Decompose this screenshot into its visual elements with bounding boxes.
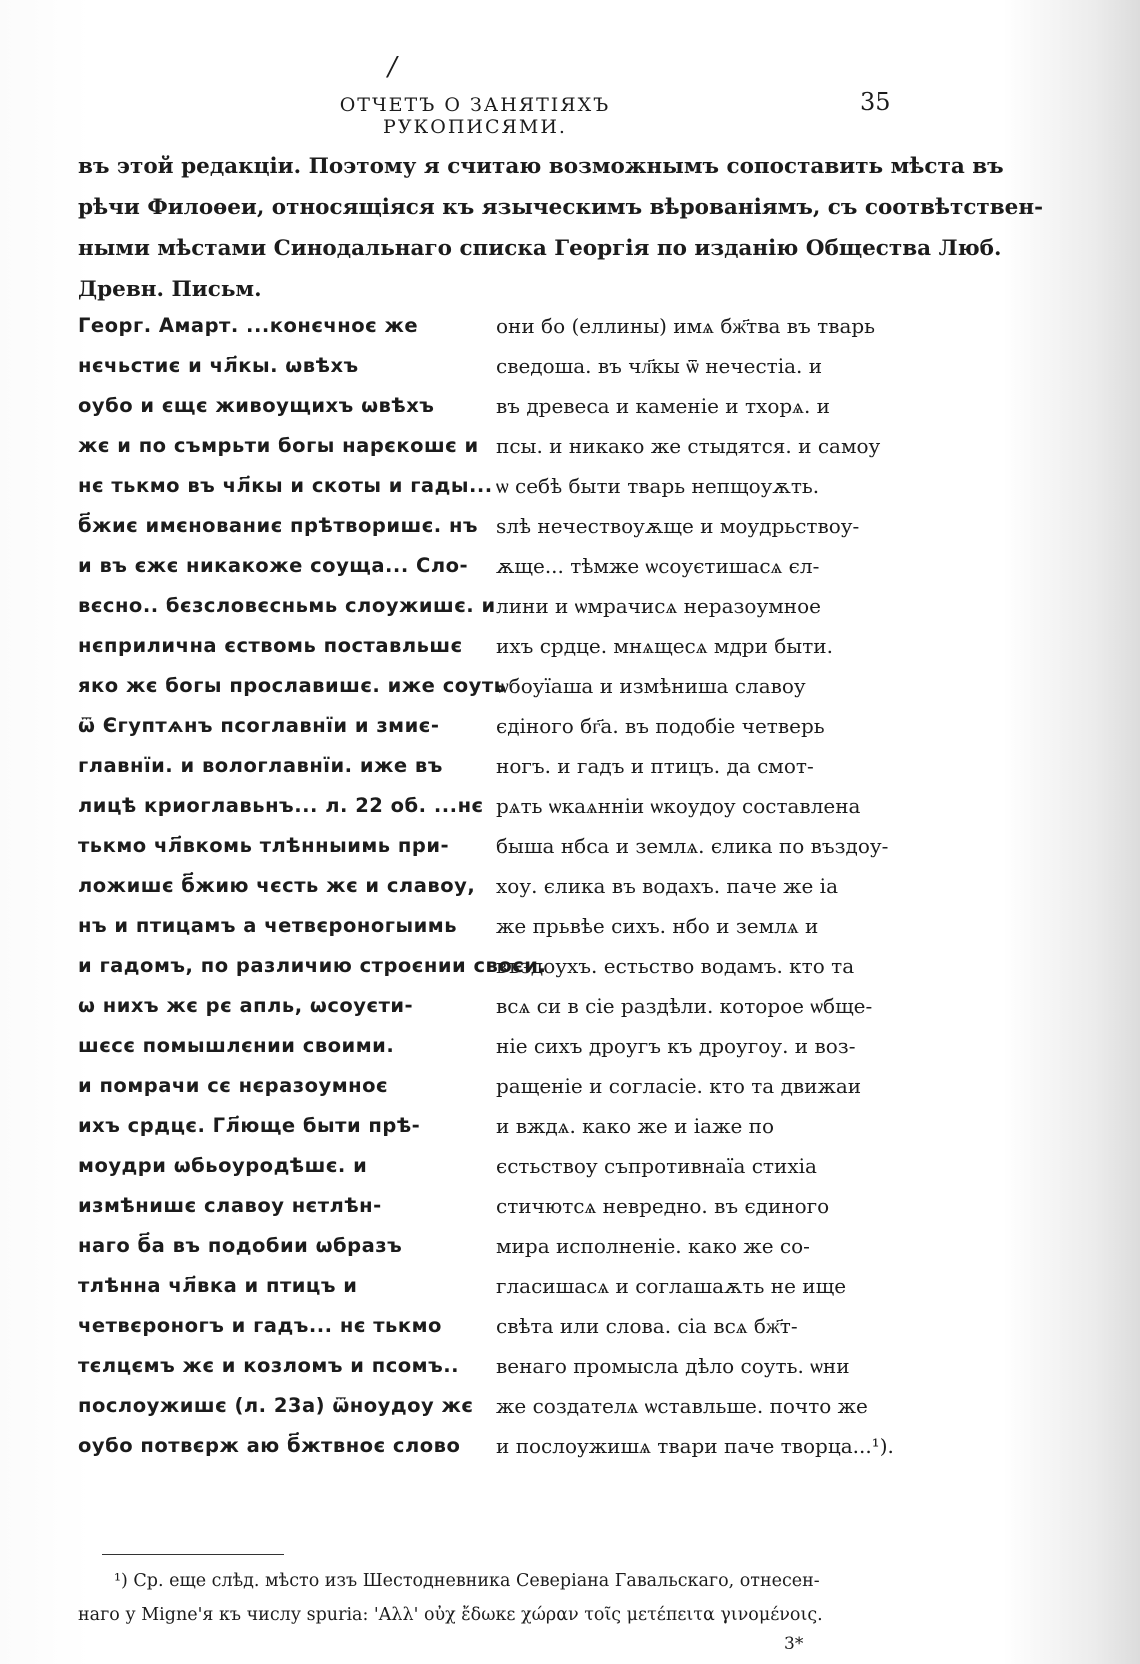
right-column-line: гласишасѧ и соглашаѫть не ище [496,1274,847,1298]
footnote-line: наго у Migne'я къ числу spuria: 'Αλλ' οὐχ ἔδωκε χώραν τοῖς μετέπειτα γινομένοις. [78,1605,823,1625]
left-column-line: ѡ нихъ жє рє апль, ѡсоуєти- [78,994,414,1017]
right-column-line: сведоша. въ чл҃кы ѿ нечестіа. и [496,354,823,378]
left-column-line: яко жє богы прославишє. иже соуть [78,674,507,697]
pen-mark: / [388,52,397,82]
left-column-line: вєсно.. бєзсловєсньмь слоужишє. и [78,594,496,617]
footnote [78,1564,888,1632]
left-column-line: оубо потвєрж аю б҃жтвноє слово [78,1434,461,1457]
left-column-line: жє и по съмрьти богы нарєкошє и [78,434,479,457]
right-column-line: быша нбса и землѧ. єлика по въздоу- [496,834,889,858]
right-column-line: ніе сихъ дроугъ къ дроугоу. и воз- [496,1034,856,1058]
intro-line: ными мѣстами Синодальнаго списка Георгія по изданію Общества Люб. [78,236,1002,261]
intro-line: рѣчи Филоѳеи, относящіяся къ языческимъ вѣрованіямъ, съ соотвѣтствен- [78,195,1044,220]
left-column-line: ложишє б҃жию чєсть жє и славоу, [78,874,476,897]
right-column-line: єстьствоу съпротивнаїа стихіа [496,1154,817,1178]
right-column-philotheos [496,306,894,1466]
right-column-line: рѧть ѡкаѧнніи ѡкоудоу составлена [496,794,861,818]
intro-line: въ этой редакціи. Поэтому я считаю возможнымъ сопоставить мѣста въ [78,154,1004,179]
left-column-line: измѣнишє славоу нєтлѣн- [78,1194,382,1217]
right-column-line: ѡ себѣ быти тварь непщоуѫть. [496,474,820,498]
left-column-line: моудри ѡбьоуродѣшє. и [78,1154,368,1177]
right-column-line: и послоужишѧ твари паче творца...¹). [496,1434,894,1458]
left-column-georgios [78,306,547,1466]
left-column-line: нъ и птицамъ а четвєроногыимь [78,914,458,937]
right-column-line: свѣта или слова. сіа всѧ бж҃т- [496,1314,798,1338]
left-column-line: и гадомъ, по различию строєнии своєи. [78,954,547,977]
right-column-line: ѡбоуїаша и измѣниша славоу [496,674,806,698]
footnote-rule [102,1554,284,1555]
footnote-line: ¹) Ср. еще слѣд. мѣсто изъ Шестодневника Северіана Гавальскаго, отнесен- [114,1571,820,1591]
left-column-line: оубо и єщє живоущихъ ѡвѣхъ [78,394,435,417]
left-column-line: тєлцємъ жє и козломъ и псомъ.. [78,1354,460,1377]
right-column-line: ногъ. и гадъ и птицъ. да смот- [496,754,814,778]
right-column-line: стичютсѧ невредно. въ єдиного [496,1194,830,1218]
left-column-line: наго б҃а въ подобии ѡбразъ [78,1234,403,1257]
left-column-line: нєчьстиє и чл҃кы. ѡвѣхъ [78,354,359,377]
running-head: ОТЧЕТЪ О ЗАНЯТІЯХЪ РУКОПИСЯМИ. [339,94,611,138]
intro-line: Древн. Письм. [78,277,262,302]
right-column-line: ращеніе и согласіе. кто та движаи [496,1074,862,1098]
left-column-line: б҃жиє имєнованиє прѣтворишє. нъ [78,514,479,537]
right-column-line: лини и ѡмрачисѧ неразоумное [496,594,821,618]
right-column-line: всѧ си в сіе раздѣли. которое ѡбще- [496,994,873,1018]
right-column-line: въ древеса и каменіе и тхорѧ. и [496,394,831,418]
left-column-line: ихъ срдцє. Гл҃юще быти прѣ- [78,1114,421,1137]
left-column-line: тькмо чл҃вкомь тлѣнныимь при- [78,834,450,857]
right-column-line: же прьвѣе сихъ. нбо и землѧ и [496,914,819,938]
left-column-line: и въ єжє никакоже соуща... Сло- [78,554,469,577]
left-column-line: тлѣнна чл҃вка и птицъ и [78,1274,358,1297]
right-column-line: ихъ срдце. мнѧщесѧ мдри быти. [496,634,833,658]
left-column-line: четвєроногъ и гадъ... нє тькмо [78,1314,442,1337]
right-column-line: въздоухъ. естьство водамъ. кто та [496,954,855,978]
right-column-line: хоу. єлика въ водахъ. паче же іа [496,874,839,898]
right-column-line: псы. и никако же стыдятся. и самоу [496,434,881,458]
page-number: 35 [860,88,891,116]
right-column-line: єдіного бг҃а. въ подобіе четверь [496,714,825,738]
left-column-line: главнїи. и вологлавнїи. иже въ [78,754,443,777]
right-column-line: же создателѧ ѡставльше. почто же [496,1394,868,1418]
right-column-line: и вждѧ. како же и іаже по [496,1114,775,1138]
right-column-line: ѕлѣ нечествоуѫще и моудрьствоу- [496,514,860,538]
left-column-line: лицѣ криоглавьнъ... л. 22 об. ...нє [78,794,484,817]
left-column-line: Георг. Амарт. ...конєчноє же [78,314,419,337]
right-column-line: мира исполненіе. како же со- [496,1234,810,1258]
left-column-line: и помрачи сє нєразоумноє [78,1074,389,1097]
intro-paragraph [78,146,1044,310]
left-column-line: послоужишє (л. 23а) ѿноудоу жє [78,1394,474,1417]
right-column-line: венаго промысла дѣло соуть. ѡни [496,1354,850,1378]
signature-mark: 3* [784,1634,804,1654]
right-column-line: они бо (еллины) имѧ бж҃тва въ тварь [496,314,876,338]
left-column-line: нєприлична єствомь поставльшє [78,634,463,657]
right-column-line: ѫще... тѣмже ѡсоуєтишасѧ єл- [496,554,820,578]
left-column-line: нє тькмо въ чл҃кы и скоты и гады... [78,474,493,497]
left-column-line: шєсє помышлєнии своими. [78,1034,395,1057]
left-column-line: ѿ Єгуптѧнъ псоглавнїи и змиє- [78,714,440,737]
